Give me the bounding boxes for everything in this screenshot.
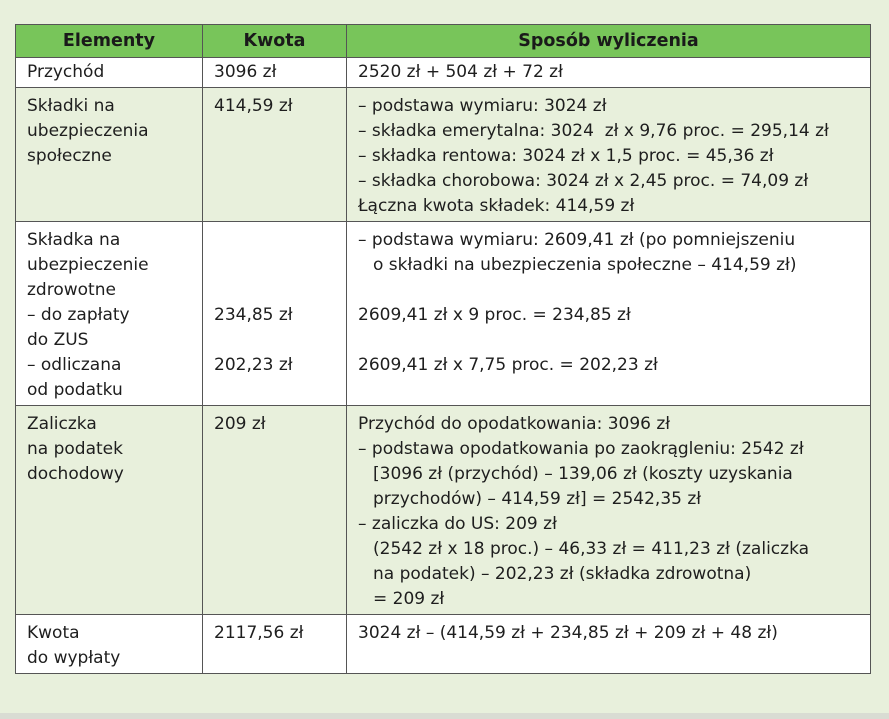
cell-line: na podatek: [27, 439, 123, 459]
cell-line: [214, 278, 336, 303]
cell-element: [16, 222, 203, 406]
cell-line: – do zapłaty: [27, 305, 130, 325]
cell-line: o składki na ubezpieczenia społeczne – 414,59 zł): [373, 255, 797, 275]
cell-element: [16, 615, 203, 674]
cell-method: [347, 406, 871, 615]
cell-line: 2520 zł + 504 zł + 72 zł: [358, 62, 563, 82]
cell-line: Zaliczka: [27, 414, 97, 434]
cell-line: od podatku: [27, 380, 123, 400]
cell-line: społeczne: [27, 146, 112, 166]
cell-line: – zaliczka do US: 209 zł: [358, 514, 557, 534]
table-row-social-insurance: [16, 88, 871, 222]
cell-line: Kwota: [27, 623, 80, 643]
table-row-payout: [16, 615, 871, 674]
cell-method: [347, 88, 871, 222]
cell-line: przychodów) – 414,59 zł] = 2542,35 zł: [373, 489, 702, 509]
table-row-tax-advance: [16, 406, 871, 615]
cell-line: 2609,41 zł x 9 proc. = 234,85 zł: [358, 305, 631, 325]
cell-line: 2609,41 zł x 7,75 proc. = 202,23 zł: [358, 355, 658, 375]
cell-line: – składka chorobowa: 3024 zł x 2,45 proc. = 74,09 zł: [358, 171, 809, 191]
cell-amount: [203, 406, 347, 615]
header-method: Sposób wyliczenia: [347, 25, 871, 58]
cell-line: ubezpieczenia: [27, 121, 149, 141]
cell-line: – podstawa opodatkowania po zaokrągleniu: 2542 zł: [358, 439, 804, 459]
cell-line: do wypłaty: [27, 648, 121, 668]
cell-line: ubezpieczenie: [27, 255, 149, 275]
cell-line: [214, 228, 336, 253]
cell-line: (2542 zł x 18 proc.) – 46,33 zł = 411,23 zł (zaliczka: [373, 539, 810, 559]
cell-line: = 209 zł: [373, 589, 445, 609]
cell-amount: [203, 222, 347, 406]
cell-line: Łączna kwota składek: 414,59 zł: [358, 196, 635, 216]
cell-element: [16, 88, 203, 222]
cell-line: na podatek) – 202,23 zł (składka zdrowotna): [373, 564, 752, 584]
cell-line: [214, 253, 336, 278]
cell-method: [347, 615, 871, 674]
cell-element: [16, 406, 203, 615]
cell-method: [347, 58, 871, 88]
cell-line: – odliczana: [27, 355, 122, 375]
cell-line: dochodowy: [27, 464, 124, 484]
cell-line: 414,59 zł: [214, 96, 293, 116]
table-row-health-insurance: [16, 222, 871, 406]
cell-line: – składka rentowa: 3024 zł x 1,5 proc. = 45,36 zł: [358, 146, 774, 166]
cell-line: zdrowotne: [27, 280, 116, 300]
cell-line: 234,85 zł: [214, 305, 293, 325]
cell-line: [358, 278, 860, 303]
cell-method: [347, 222, 871, 406]
salary-calculation-table: [15, 24, 871, 674]
table-row-revenue: [16, 58, 871, 88]
cell-line: – podstawa wymiaru: 3024 zł: [358, 96, 607, 116]
cell-line: 202,23 zł: [214, 355, 293, 375]
cell-line: – składka emerytalna: 3024 zł x 9,76 proc. = 295,14 zł: [358, 121, 829, 141]
cell-line: 2117,56 zł: [214, 623, 304, 643]
cell-line: 3096 zł: [214, 62, 277, 82]
cell-line: Przychód do opodatkowania: 3096 zł: [358, 414, 671, 434]
cell-line: Składki na: [27, 96, 115, 116]
cell-amount: [203, 615, 347, 674]
cell-line: Przychód: [27, 62, 105, 82]
header-amount: Kwota: [203, 25, 347, 58]
header-elements: Elementy: [16, 25, 203, 58]
cell-amount: [203, 88, 347, 222]
cell-element: [16, 58, 203, 88]
cell-line: do ZUS: [27, 330, 89, 350]
table-header-row: [16, 25, 871, 58]
cell-line: [3096 zł (przychód) – 139,06 zł (koszty uzyskania: [373, 464, 793, 484]
cell-amount: [203, 58, 347, 88]
cell-line: Składka na: [27, 230, 121, 250]
cell-line: [358, 328, 860, 353]
cell-line: 209 zł: [214, 414, 266, 434]
cell-line: 3024 zł – (414,59 zł + 234,85 zł + 209 zł + 48 zł): [358, 623, 778, 643]
cell-line: – podstawa wymiaru: 2609,41 zł (po pomniejszeniu: [358, 230, 796, 250]
cell-line: [214, 328, 336, 353]
